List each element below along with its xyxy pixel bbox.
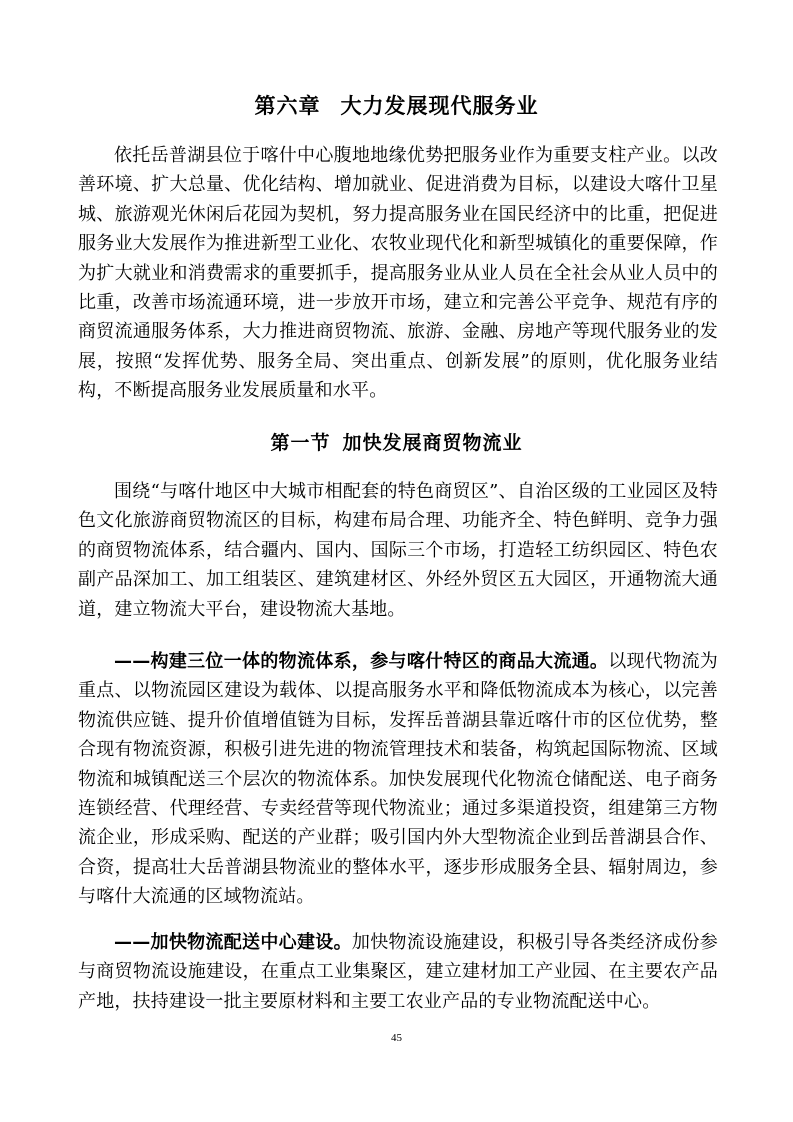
paragraph-lead-heading: ——构建三位一体的物流体系，参与喀什特区的商品大流通。 <box>114 651 609 672</box>
chapter-intro-paragraph: 依托岳普湖县位于喀什中心腹地地缘优势把服务业作为重要支柱产业。以改善环境、扩大总量、优化结构、增加就业、促进消费为目标，以建设大喀什卫星城、旅游观光休闲后花园为契机，努力提高服务业在国民经济中的比重，把促进服务业大发展作为推进新型工业化、农牧业现代化和新型城镇化的重要保障，作为扩大就业和消费需求的重要抓手，提高服务业从业人员在全社会从业人员中的比重，改善市场流通环境，进一步放开市场，建立和完善公平竞争、规范有序的商贸流通服务体系，大力推进商贸物流、旅游、金融、房地产等现代服务业的发展，按照“发挥优势、服务全局、突出重点、创新发展”的原则，优化服务业结构，不断提高服务业发展质量和水平。 <box>78 145 718 402</box>
chapter-title <box>0 90 793 120</box>
logistics-system-paragraph <box>78 647 718 912</box>
section-name: 加快发展商贸物流业 <box>342 432 523 454</box>
paragraph-body: 以现代物流为重点、以物流园区建设为载体、以提高服务水平和降低物流成本为核心，以完善物流供应链、提升价值增值链为目标，发挥岳普湖县靠近喀什市的区位优势，整合现有物流资源，积极引进先进的物流管理技术和装备，构筑起国际物流、区域物流和城镇配送三个层次的物流体系。加快发展现代化物流仓储配送、电子商务连锁经营、代理经营、专卖经营等现代物流业；通过多渠道投资，组建第三方物流企业，形成采购、配送的产业群；吸引国内外大型物流企业到岳普湖县合作、合资，提高壮大岳普湖县物流业的整体水平，逐步形成服务全县、辐射周边，参与喀什大流通的区域物流站。 <box>78 651 718 908</box>
chapter-name: 大力发展现代服务业 <box>340 94 539 118</box>
chapter-number: 第六章 <box>254 94 321 118</box>
distribution-center-paragraph <box>78 928 718 1016</box>
section-title <box>0 428 793 455</box>
section-number: 第一节 <box>270 432 331 454</box>
paragraph-lead-heading: ——加快物流配送中心建设。 <box>114 932 352 953</box>
paragraph-body: 加快物流设施建设，积极引导各类经济成份参与商贸物流设施建设，在重点工业集聚区，建立建材加工产业园、在主要农产品产地，扶持建设一批主要原材料和主要工农业产品的专业物流配送中心。 <box>78 932 718 1012</box>
section-intro-paragraph: 围绕“与喀什地区中大城市相配套的特色商贸区”、自治区级的工业园区及特色文化旅游商贸物流区的目标，构建布局合理、功能齐全、特色鲜明、竞争力强的商贸物流体系，结合疆内、国内、国际三个市场，打造轻工纺织园区、特色农副产品深加工、加工组装区、建筑建材区、外经外贸区五大园区，开通物流大通道，建立物流大平台，建设物流大基地。 <box>78 481 718 620</box>
page-number: 45 <box>391 1032 402 1044</box>
